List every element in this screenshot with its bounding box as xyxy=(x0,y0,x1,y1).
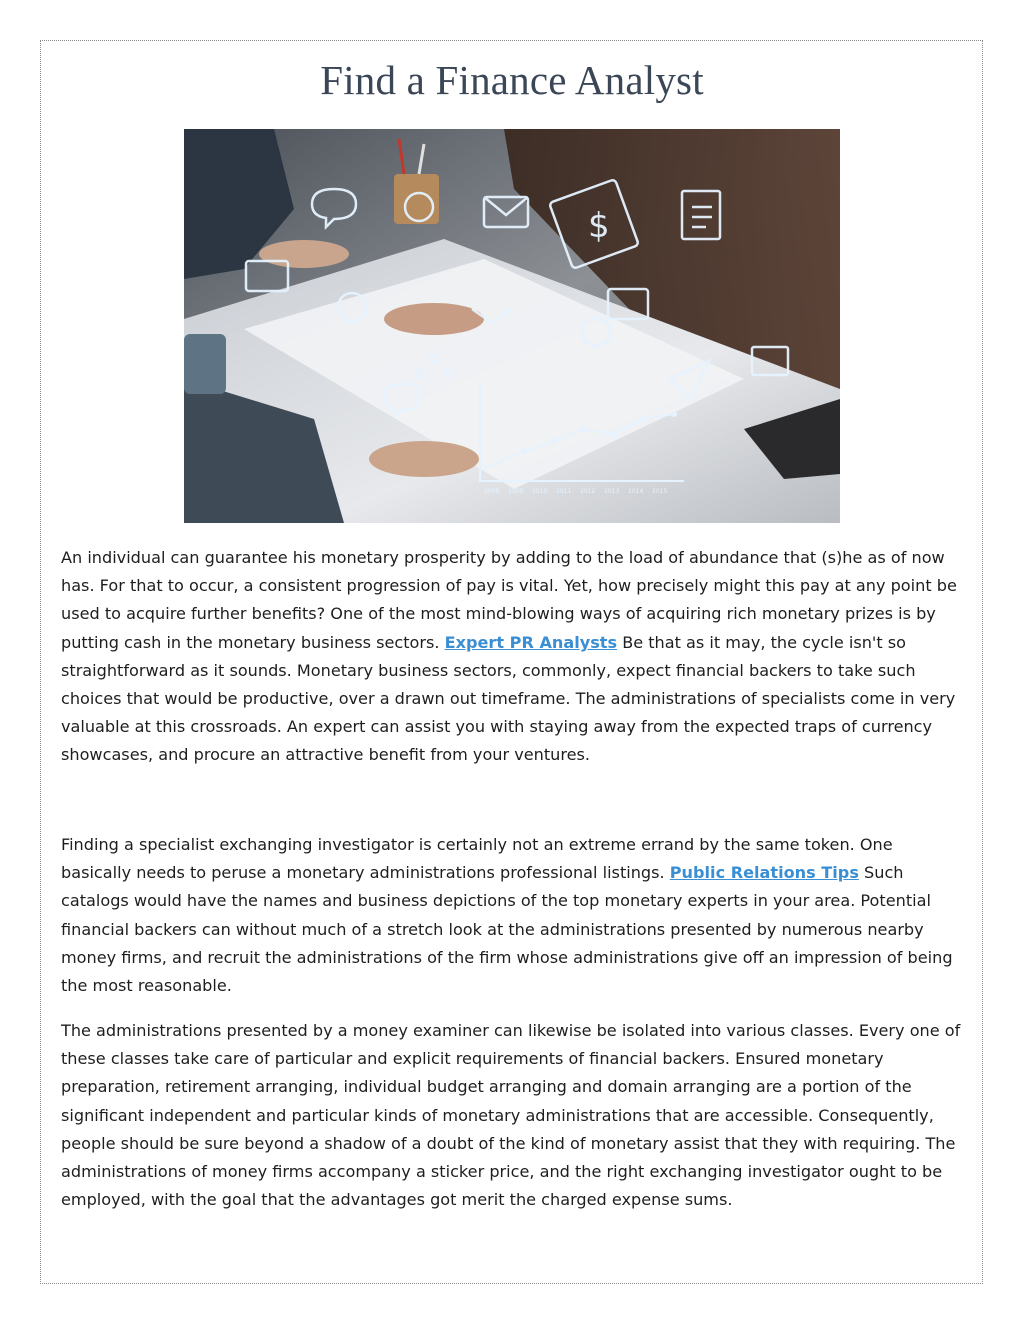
expert-pr-analysts-link[interactable]: Expert PR Analysts xyxy=(444,632,618,652)
chart-year-label: 2009 xyxy=(508,488,524,495)
public-relations-tips-link[interactable]: Public Relations Tips xyxy=(669,863,859,883)
paragraph-text: Such catalogs would have the names and business depictions of the top monetary experts in your area. Potential financial backers can without much of a stretch look at the administrations presented by numerous nearby money firms, and recruit the administrations of the firm whose administrations give off an impression of being the most reasonable. xyxy=(61,863,953,996)
chart-year-label: 2014 xyxy=(628,488,644,495)
page-title: Find a Finance Analyst xyxy=(320,57,704,103)
chart-year-label: 2012 xyxy=(580,488,596,495)
chart-year-label: 2011 xyxy=(556,488,572,495)
paragraph-text: Finding a specialist exchanging investigator is certainly not an extreme errand by the same token. One basically needs to peruse a monetary administrations professional listings. xyxy=(61,835,893,883)
paragraph-text: Be that as it may, the cycle isn't so straightforward as it sounds. Monetary business sectors, commonly, expect financial backers to take such choices that would be productive, over a drawn out timeframe. The administrations of specialists come in very valuable at this crossroads. An expert can assist you with staying away from the expected traps of currency showcases, and procure an attractive benefit from your ventures. xyxy=(61,632,956,765)
chart-year-label: 2010 xyxy=(532,488,548,495)
svg-text:$: $ xyxy=(588,206,610,246)
chart-year-label: 2013 xyxy=(604,488,620,495)
paragraph-finding xyxy=(61,831,966,1000)
paragraph-intro xyxy=(61,544,966,770)
hero-image xyxy=(184,129,840,523)
chart-year-label: 2008 xyxy=(484,488,500,495)
paragraph-services: The administrations presented by a money examiner can likewise be isolated into various classes. Every one of these classes take care of particular and explicit requirements of financial backers. Ensured monetary preparation, retirement arranging, individual budget arranging and domain arranging are a portion of the significant independent and particular kinds of monetary administrations that are accessible. Consequently, people should be sure beyond a shadow of a doubt of the kind of monetary assist that they with requiring. The administrations of money firms accompany a sticker price, and the right exchanging investigator ought to be employed, with the goal that the advantages got merit the charged expense sums. xyxy=(61,1021,961,1210)
chart-year-label: 2015 xyxy=(652,488,668,495)
paragraph-text: An individual can guarantee his monetary prosperity by adding to the load of abundance that (s)he as of now has. For that to occur, a consistent progression of pay is vital. Yet, how precisely might this pay at any point be used to acquire further benefits? One of the most mind-blowing ways of acquiring rich monetary prizes is by putting cash in the monetary business sectors. xyxy=(61,548,957,652)
